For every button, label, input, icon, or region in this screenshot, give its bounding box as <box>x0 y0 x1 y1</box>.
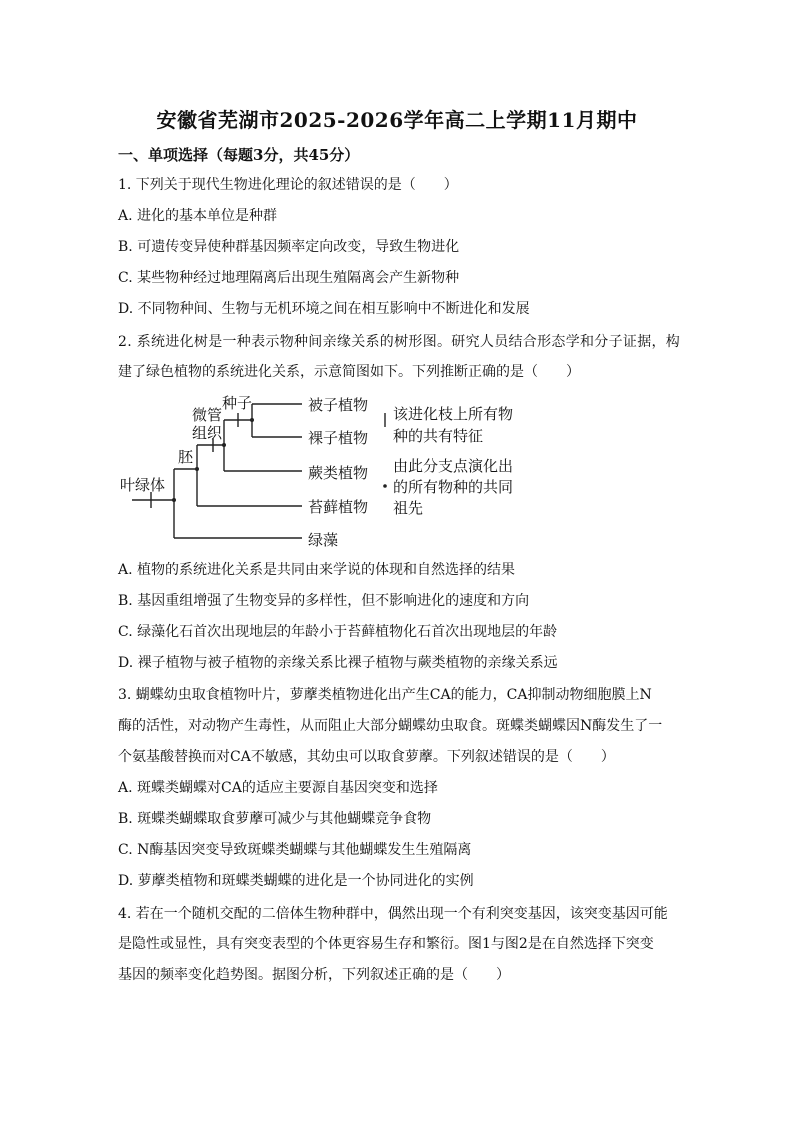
question-2-stem-line2: 建了绿色植物的系统进化关系，示意简图如下。下列推断正确的是（ ） <box>118 364 580 380</box>
question-3-stem-line2: 酶的活性，对动物产生毒性，从而阻止大部分蝴蝶幼虫取食。斑蝶类蝴蝶因N酶发生了一 <box>118 718 663 734</box>
question-4-stem-line1: 4. 若在一个随机交配的二倍体生物种群中，偶然出现一个有利突变基因，该突变基因可能 <box>118 906 668 922</box>
label-fern: 蕨类植物 <box>308 464 369 482</box>
label-vascular-line2: 组织 <box>192 424 223 442</box>
label-vascular-line1: 微管 <box>192 406 223 424</box>
label-gymnosperm: 裸子植物 <box>308 429 369 447</box>
question-2-option-c: C. 绿藻化石首次出现地层的年龄小于苔藓植物化石首次出现地层的年龄 <box>118 624 558 640</box>
question-2-option-a: A. 植物的系统进化关系是共同由来学说的体现和自然选择的结果 <box>118 562 516 578</box>
question-2-stem-line1: 2. 系统进化树是一种表示物种间亲缘关系的树形图。研究人员结合形态学和分子证据，构 <box>118 334 681 350</box>
question-3-option-b: B. 斑蝶类蝴蝶取食萝藦可减少与其他蝴蝶竞争食物 <box>118 811 432 827</box>
question-3-option-d: D. 萝藦类植物和斑蝶类蝴蝶的进化是一个协同进化的实例 <box>118 873 474 889</box>
note-ancestor-line3: 祖先 <box>393 499 424 517</box>
question-2-option-d: D. 裸子植物与被子植物的亲缘关系比裸子植物与蕨类植物的亲缘关系远 <box>118 655 558 671</box>
question-4-stem-line2: 是隐性或显性，具有突变表型的个体更容易生存和繁衍。图1与图2是在自然选择下突变 <box>118 936 654 952</box>
question-1-option-c: C. 某些物种经过地理隔离后出现生殖隔离会产生新物种 <box>118 270 460 286</box>
label-moss: 苔藓植物 <box>308 498 369 516</box>
note-ancestor-line1: 由此分支点演化出 <box>393 457 514 475</box>
question-4-stem-line3: 基因的频率变化趋势图。据图分析，下列叙述正确的是（ ） <box>118 967 510 983</box>
note-characteristic-line1: 该进化枝上所有物 <box>393 405 514 423</box>
label-chlorophyll: 叶绿体 <box>120 476 166 494</box>
question-1-stem: 1. 下列关于现代生物进化理论的叙述错误的是（ ） <box>118 177 458 193</box>
question-2-option-b: B. 基因重组增强了生物变异的多样性，但不影响进化的速度和方向 <box>118 593 530 609</box>
note-characteristic-line2: 种的共有特征 <box>393 427 484 445</box>
page-title: 安徽省芜湖市2025-2026学年高二上学期11月期中 <box>156 108 638 132</box>
question-3-stem-line3: 个氨基酸替换而对CA不敏感，其幼虫可以取食萝藦。下列叙述错误的是（ ） <box>118 749 615 765</box>
label-algae: 绿藻 <box>308 531 339 549</box>
section-heading: 一、单项选择（每题3分，共45分） <box>118 146 360 164</box>
question-1-option-a: A. 进化的基本单位是种群 <box>118 208 278 224</box>
question-1-option-d: D. 不同物种间、生物与无机环境之间在相互影响中不断进化和发展 <box>118 301 530 317</box>
question-3-stem-line1: 3. 蝴蝶幼虫取食植物叶片，萝藦类植物进化出产生CA的能力，CA抑制动物细胞膜上N <box>118 687 652 703</box>
label-seed: 种子 <box>222 394 253 412</box>
question-1-option-b: B. 可遗传变异使种群基因频率定向改变，导致生物进化 <box>118 239 460 255</box>
question-3-option-c: C. N酶基因突变导致斑蝶类蝴蝶与其他蝴蝶发生生殖隔离 <box>118 842 472 858</box>
question-3-option-a: A. 斑蝶类蝴蝶对CA的适应主要源自基因突变和选择 <box>118 780 438 796</box>
label-embryo: 胚 <box>178 448 194 466</box>
note-ancestor-line2: 的所有物种的共同 <box>393 478 514 496</box>
label-angiosperm: 被子植物 <box>308 396 369 414</box>
